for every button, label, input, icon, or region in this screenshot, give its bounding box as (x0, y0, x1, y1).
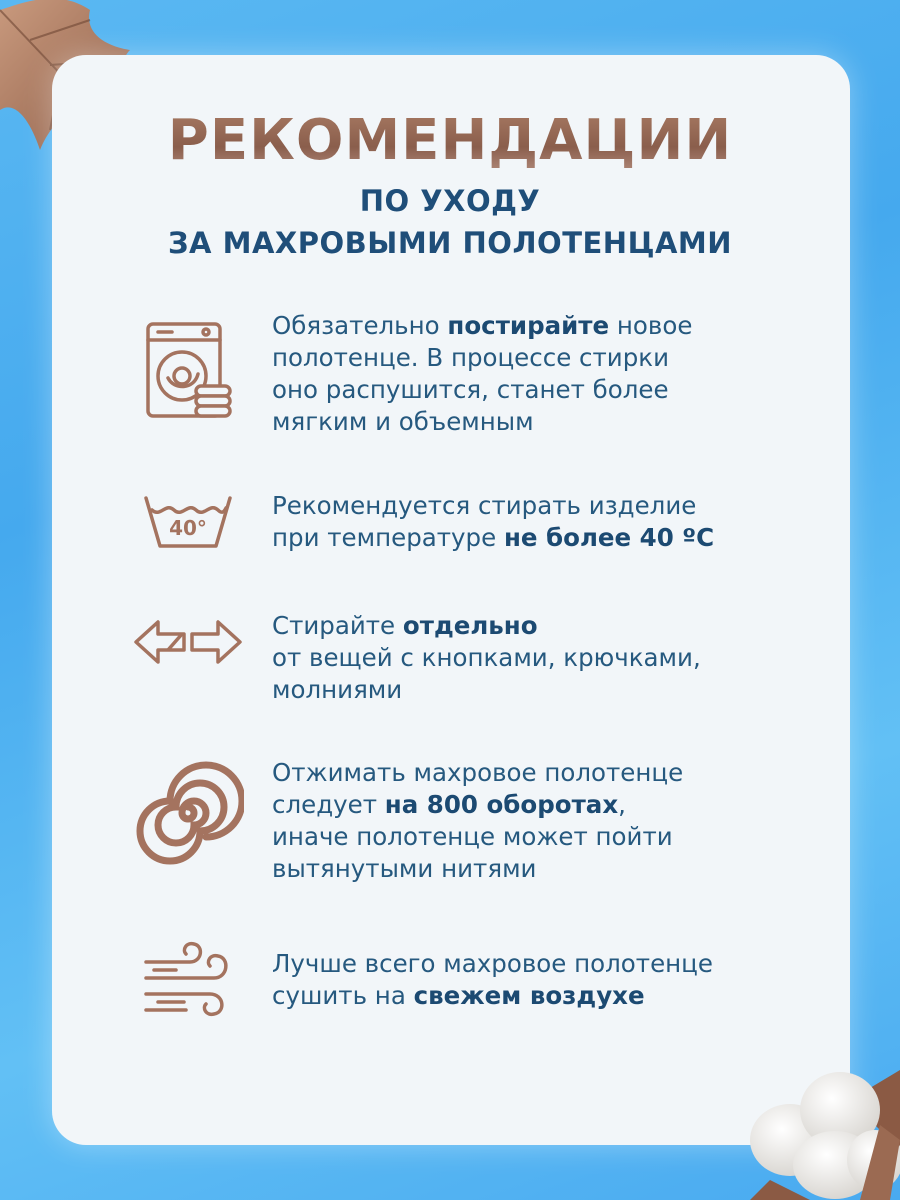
svg-text:40°: 40° (169, 516, 207, 540)
wash-40-icon (132, 484, 244, 596)
page-title: РЕКОМЕНДАЦИИ (0, 108, 900, 173)
text-line: оно распушится, станет более (272, 375, 669, 404)
text-line: Отжимать махровое полотенце (272, 758, 684, 787)
text-line: иначе полотенце может пойти (272, 822, 673, 851)
text-line: при температуре не более 40 ºС (272, 523, 715, 552)
text-line: следует на 800 оборотах, (272, 790, 626, 819)
subtitle-line-2: ЗА МАХРОВЫМИ ПОЛОТЕНЦАМИ (167, 226, 733, 260)
text-line: Обязательно постирайте новое (272, 311, 693, 340)
washing-machine-icon (132, 318, 244, 430)
wind-icon (132, 932, 244, 1044)
text-line: мягким и объемным (272, 407, 534, 436)
arrows-apart-icon (132, 598, 244, 710)
text-line: Лучше всего махровое полотенце (272, 949, 713, 978)
spin-spiral-icon (132, 757, 244, 869)
text-line: молниями (272, 675, 403, 704)
text-line: от вещей с кнопками, крючками, (272, 643, 701, 672)
text-line: вытянутыми нитями (272, 854, 537, 883)
text-line: Рекомендуется стирать изделие (272, 491, 697, 520)
cotton-flower-decoration (730, 1030, 900, 1200)
text-line: полотенце. В процессе стирки (272, 343, 669, 372)
text-line: Стирайте отдельно (272, 611, 538, 640)
text-line: сушить на свежем воздухе (272, 981, 645, 1010)
subtitle-line-1: ПО УХОДУ (359, 184, 541, 218)
